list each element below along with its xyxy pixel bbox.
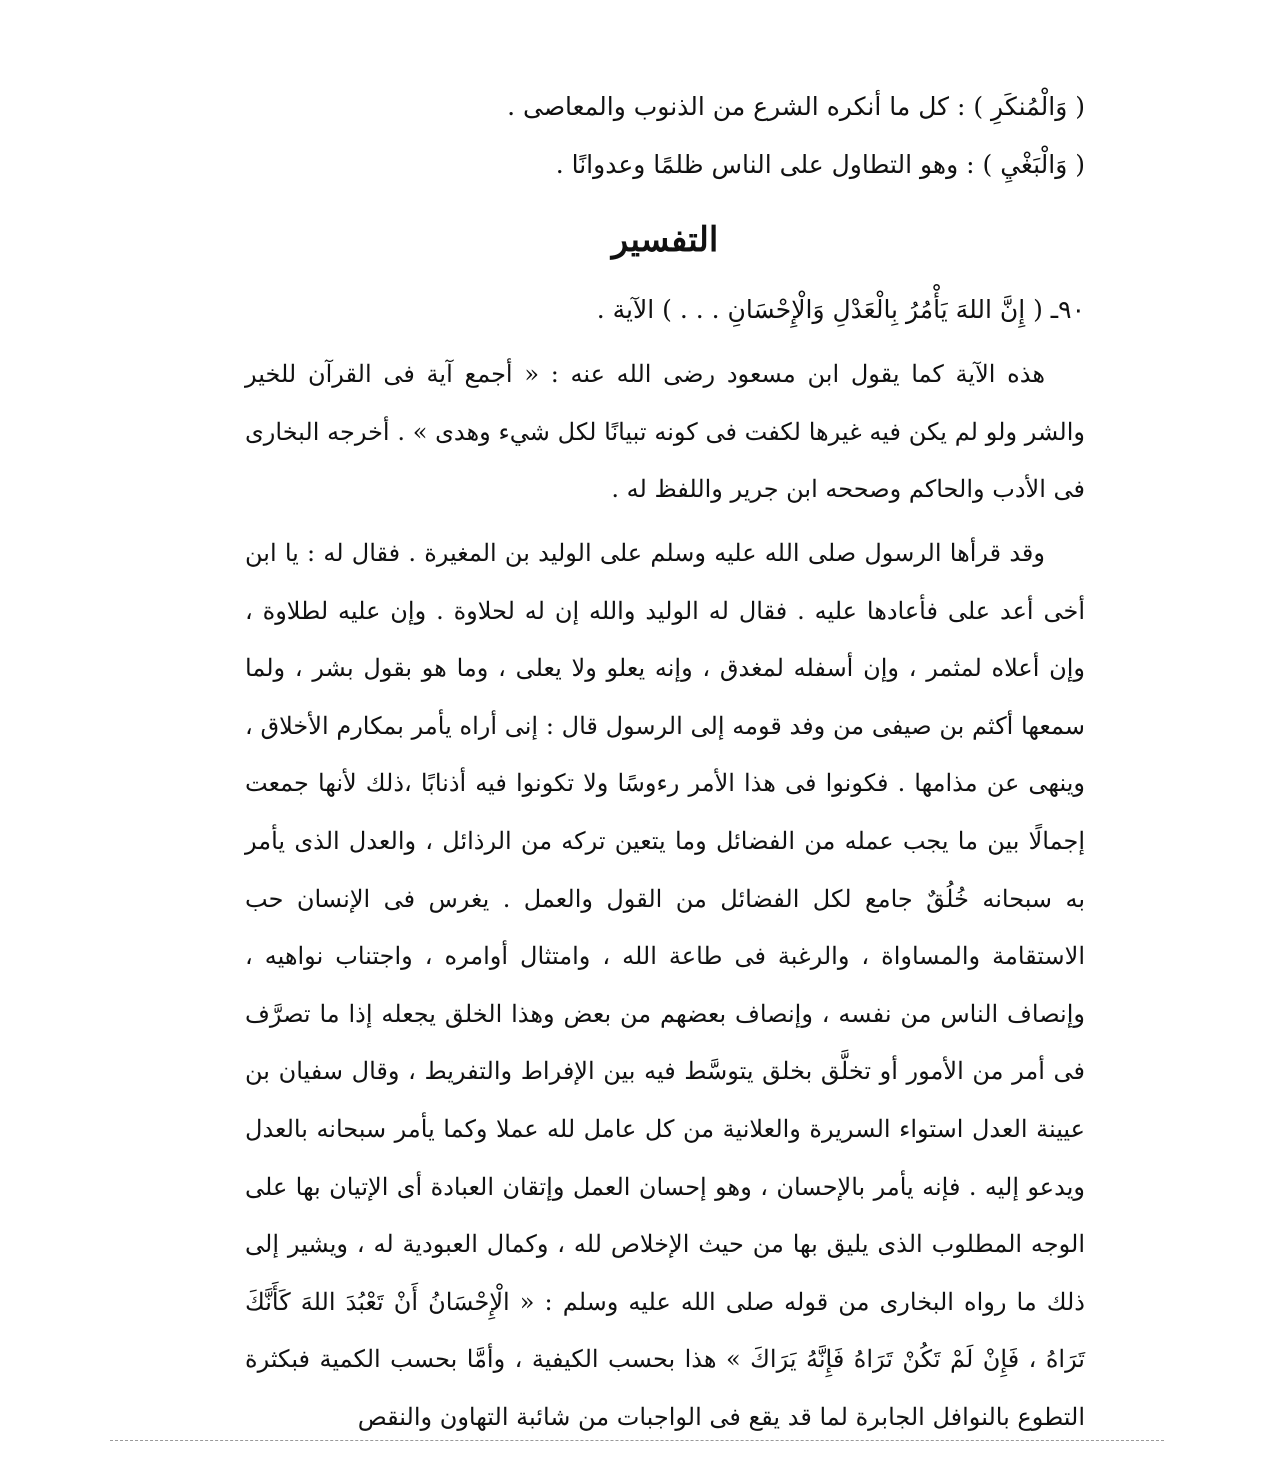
definition-baghy: ( وَالْبَغْيِ ) : وهو التطاول على الناس ظلمًا وعدوانًا . — [555, 150, 1085, 179]
definition-munkar: ( وَالْمُنكَرِ ) : كل ما أنكره الشرع من الذنوب والمعاصى . — [507, 92, 1085, 121]
section-title: التفسير — [611, 220, 719, 260]
paragraph-1: هذه الآية كما يقول ابن مسعود رضى الله عنه : « أجمع آية فى القرآن للخير والشر ولو لم يكن فيه غيرها لكفت فى كونه تبيانًا لكل شيء وهدى » . أخرجه البخارى فى الأدب والحاكم وصححه ابن جرير واللفظ له . — [245, 360, 1085, 504]
page-bottom-rule — [110, 1440, 1164, 1441]
verse-reference: ٩٠ـ ( إِنَّ اللهَ يَأْمُرُ بِالْعَدْلِ وَالْإِحْسَانِ . . . ) الآية . — [596, 295, 1085, 324]
paragraph-2: وقد قرأها الرسول صلى الله عليه وسلم على الوليد بن المغيرة . فقال له : يا ابن أخى أعد على فأعادها عليه . فقال له الوليد والله إن له لحلاوة . وإن عليه لطلاوة ، وإن أعلاه لمثمر ، وإن أسفله لمغدق ، وإنه يعلو ولا يعلى ، وما هو بقول بشر ، ولما سمعها أكثم بن صيفى من وفد قومه إلى الرسول قال : إنى أراه يأمر بمكارم الأخلاق ، وينهى عن مذامها . فكونوا فى هذا الأمر رءوسًا ولا تكونوا فيه أذنابًا ،ذلك لأنها جمعت إجمالًا بين ما يجب عمله من الفضائل وما يتعين تركه من الرذائل ، والعدل الذى يأمر به سبحانه خُلُقٌ جامع لكل الفضائل من القول والعمل . يغرس فى الإنسان حب الاستقامة والمساواة ، والرغبة فى طاعة الله ، وامتثال أوامره ، واجتناب نواهيه ، وإنصاف الناس من نفسه ، وإنصاف بعضهم من بعض وهذا الخلق يجعله إذا ما تصرَّف فى أمر من الأمور أو تخلَّق بخلق يتوسَّط فيه بين الإفراط والتفريط ، وقال سفيان بن عيينة العدل استواء السريرة والعلانية من كل عامل لله عملا وكما يأمر سبحانه بالعدل ويدعو إليه . فإنه يأمر بالإحسان ، وهو إحسان العمل وإتقان العبادة أى الإتيان بها على الوجه المطلوب الذى يليق بها من حيث الإخلاص لله ، وكمال العبودية له ، ويشير إلى ذلك ما رواه البخارى من قوله صلى الله عليه وسلم : « الْإِحْسَانُ أَنْ تَعْبُدَ اللهَ كَأَنَّكَ تَرَاهُ ، فَإِنْ لَمْ تَكُنْ تَرَاهُ فَإِنَّهُ يَرَاكَ » هذا بحسب الكيفية ، وأمَّا بحسب الكمية فبكثرة التطوع بالنوافل الجابرة لما قد يقع فى الواجبات من شائبة التهاون والنقص — [245, 539, 1085, 1431]
